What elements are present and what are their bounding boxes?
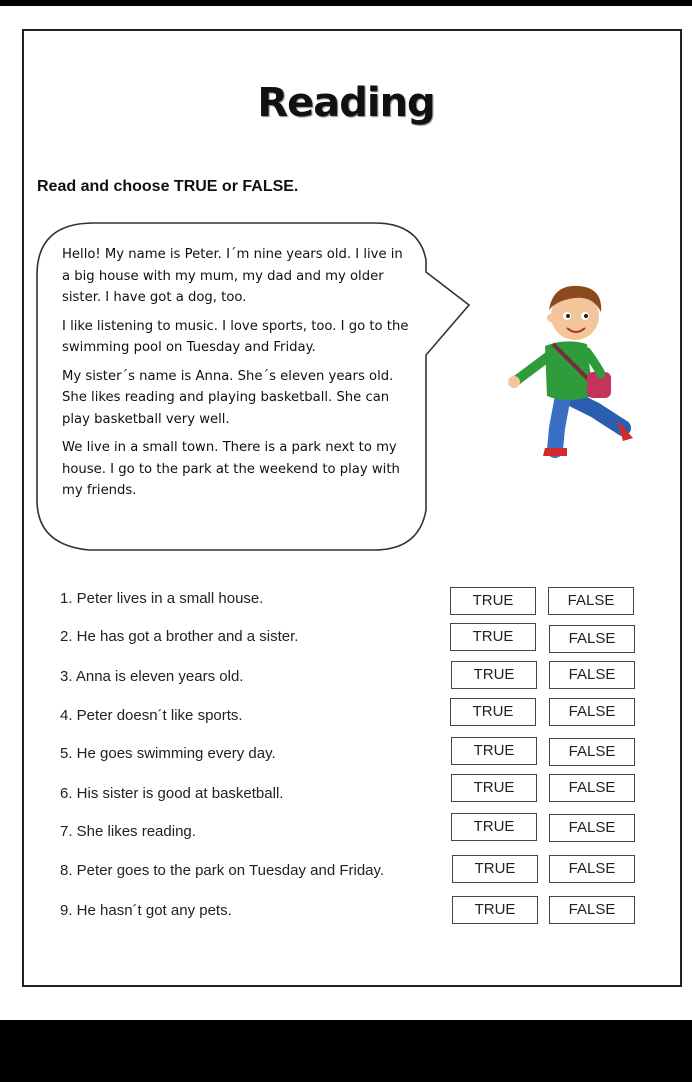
true-box-2[interactable]: TRUE xyxy=(450,623,536,651)
false-box-8[interactable]: FALSE xyxy=(549,855,635,883)
question-5: 5. He goes swimming every day. xyxy=(60,745,276,762)
boy-illustration xyxy=(505,278,640,463)
question-4: 4. Peter doesn´t like sports. xyxy=(60,707,243,724)
story-paragraph-1: Hello! My name is Peter. I´m nine years old. I live in a big house with my mum, my dad and my older sister. I have got a dog, too. xyxy=(62,247,403,305)
true-box-7[interactable]: TRUE xyxy=(451,813,537,841)
page-title: Reading xyxy=(257,80,435,126)
question-7: 7. She likes reading. xyxy=(60,823,196,840)
true-box-8[interactable]: TRUE xyxy=(452,855,538,883)
question-1: 1. Peter lives in a small house. xyxy=(60,590,264,607)
true-box-5[interactable]: TRUE xyxy=(451,737,537,765)
question-2: 2. He has got a brother and a sister. xyxy=(60,628,299,645)
question-9: 9. He hasn´t got any pets. xyxy=(60,902,232,919)
false-box-3[interactable]: FALSE xyxy=(549,661,635,689)
false-box-6[interactable]: FALSE xyxy=(549,774,635,802)
question-6: 6. His sister is good at basketball. xyxy=(60,785,284,802)
true-box-4[interactable]: TRUE xyxy=(450,698,536,726)
true-box-3[interactable]: TRUE xyxy=(451,661,537,689)
true-box-6[interactable]: TRUE xyxy=(451,774,537,802)
true-box-1[interactable]: TRUE xyxy=(450,587,536,615)
false-box-1[interactable]: FALSE xyxy=(548,587,634,615)
false-box-2[interactable]: FALSE xyxy=(549,625,635,653)
true-box-9[interactable]: TRUE xyxy=(452,896,538,924)
story-paragraph-4: We live in a small town. There is a park next to my house. I go to the park at the weekend to play with my friends. xyxy=(62,440,400,498)
false-box-9[interactable]: FALSE xyxy=(549,896,635,924)
instruction-text: Read and choose TRUE or FALSE. xyxy=(37,178,299,195)
false-box-7[interactable]: FALSE xyxy=(549,814,635,842)
question-3: 3. Anna is eleven years old. xyxy=(60,668,244,685)
story-paragraph-3: My sister´s name is Anna. She´s eleven years old. She likes reading and playing basketball. She can play basketball very well. xyxy=(62,368,394,427)
false-box-4[interactable]: FALSE xyxy=(549,698,635,726)
question-8: 8. Peter goes to the park on Tuesday and Friday. xyxy=(60,862,385,879)
story-text xyxy=(62,244,412,509)
story-paragraph-2: I like listening to music. I love sports, too. I go to the swimming pool on Tuesday and Friday. xyxy=(62,318,409,355)
false-box-5[interactable]: FALSE xyxy=(549,738,635,766)
